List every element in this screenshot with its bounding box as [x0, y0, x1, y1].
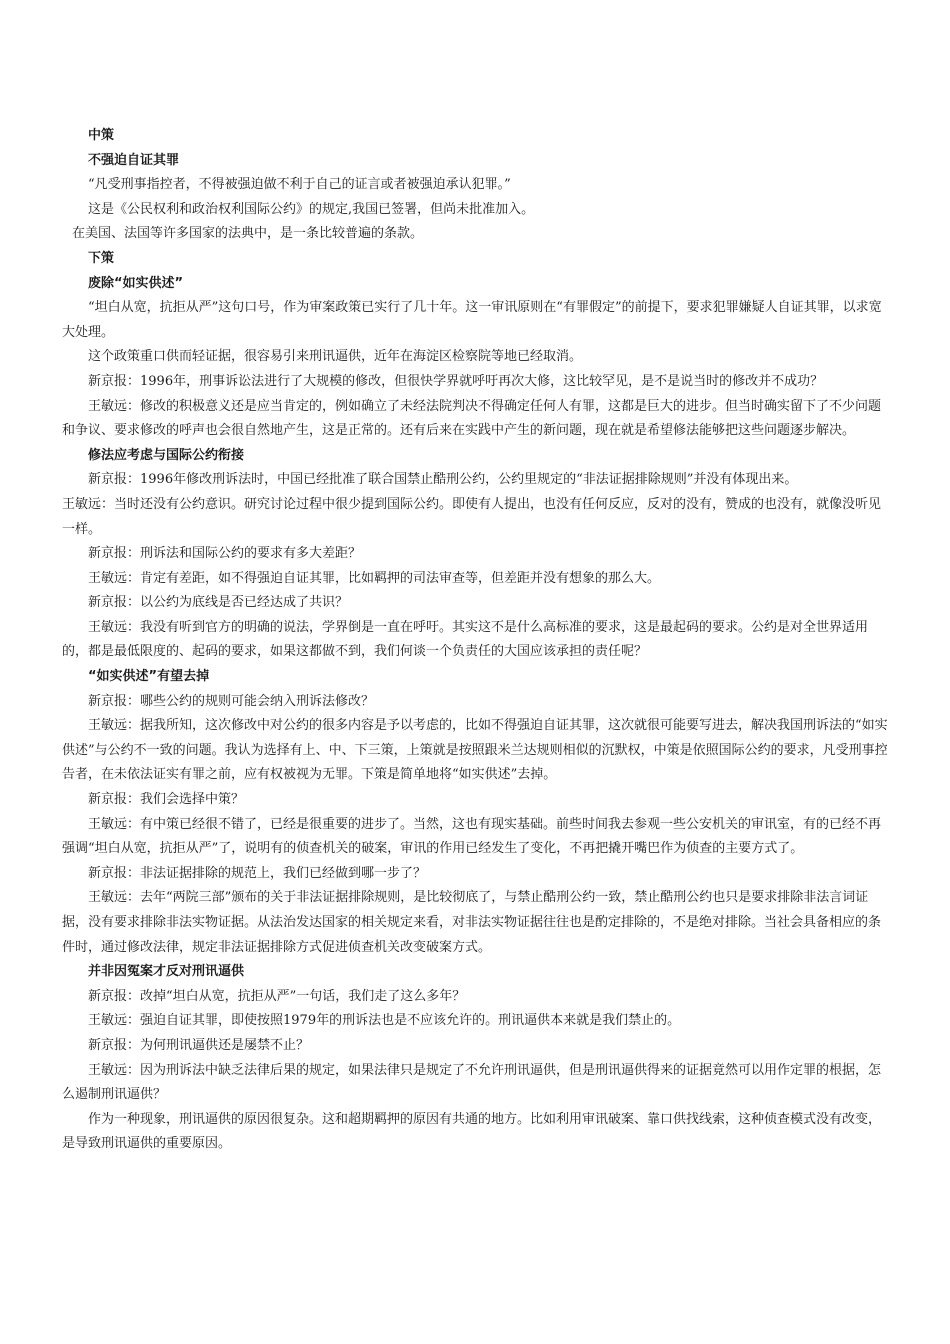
body-paragraph: 新京报：1996年，刑事诉讼法进行了大规模的修改，但很快学界就呼吁再次大修，这比较罕见，是不是说当时的修改并不成功？	[88, 373, 824, 389]
body-paragraph: 王敏远：有中策已经很不错了，已经是很重要的进步了。当然，这也有现实基础。前些时间我去参观一些公安机关的审讯室，有的已经不再强调“坦白从宽，抗拒从严”了，说明有的侦查机关的破案，审讯的作用已经发生了变化，不再把撬开嘴巴作为侦查的主要方式了。	[62, 816, 882, 857]
body-paragraph: “坦白从宽，抗拒从严”这句口号，作为审案政策已实行了几十年。这一审讯原则在“有罪假定”的前提下，要求犯罪嫌疑人自证其罪，以求宽大处理。	[62, 300, 882, 340]
body-paragraph: 新京报：哪些公约的规则可能会纳入刑诉法修改？	[88, 693, 375, 709]
body-paragraph: 新京报：1996年修改刑诉法时，中国已经批准了联合国禁止酷刑公约，公约里规定的“非法证据排除规则”并没有体现出来。	[88, 472, 798, 488]
body-paragraph: 王敏远：我没有听到官方的明确的说法，学界倒是一直在呼吁。其实这不是什么高标准的要求，这是最起码的要求。公约是对全世界适用的，都是最低限度的、起码的要求，如果这都做不到，我们何谈一个负责任的大国应该承担的责任呢？	[62, 619, 869, 660]
section-heading: 中策	[88, 128, 115, 143]
body-paragraph: 王敏远：修改的积极意义还是应当肯定的，例如确立了未经法院判决不得确定任何人有罪，这都是巨大的进步。但当时确实留下了不少问题和争议、要求修改的呼声也会很自然地产生，这是正常的。还有后来在实践中产生的新问题，现在就是希望修法能够把这些问题逐步解决。	[62, 398, 882, 439]
body-paragraph: 王敏远：肯定有差距，如不得强迫自证其罪，比如羁押的司法审查等，但差距并没有想象的那么大。	[88, 570, 661, 586]
body-paragraph: 这个政策重口供而轻证据，很容易引来刑讯逼供，近年在海淀区检察院等地已经取消。	[88, 349, 583, 365]
body-paragraph: 王敏远：去年“两院三部”颁布的关于非法证据排除规则，是比较彻底了，与禁止酷刑公约一致，禁止酷刑公约也只是要求排除非法言词证据，没有要求排除非法实物证据。从法治发达国家的相关规定来看，对非法实物证据往往也是酌定排除的，不是绝对排除。当社会具备相应的条件时，通过修改法律，规定非法证据排除方式促进侦查机关改变破案方式。	[62, 890, 882, 955]
body-paragraph: 新京报：改掉“坦白从宽，抗拒从严”一句话，我们走了这么多年？	[88, 988, 466, 1004]
body-paragraph: 这是《公民权利和政治权利国际公约》的规定,我国已签署，但尚未批准加入。	[88, 201, 535, 217]
body-paragraph: 作为一种现象，刑讯逼供的原因很复杂。这和超期羁押的原因有共通的地方。比如利用审讯破案、靠口供找线索，这种侦查模式没有改变，是导致刑讯逼供的重要原因。	[62, 1111, 882, 1152]
body-paragraph: 王敏远：据我所知，这次修改中对公约的很多内容是予以考虑的，比如不得强迫自证其罪，这次就很可能要写进去，解决我国刑诉法的“如实供述”与公约不一致的问题。我认为选择有上、中、下三策，上策就是按照跟米兰达规则相似的沉默权，中策是依照国际公约的要求，凡受刑事控告者，在未依法证实有罪之前，应有权被视为无罪。下策是简单地将“如实供述”去掉。	[62, 718, 888, 783]
document-body	[62, 124, 892, 1157]
body-paragraph: “凡受刑事指控者，不得被强迫做不利于自己的证言或者被强迫承认犯罪。”	[88, 177, 511, 193]
section-heading: 不强迫自证其罪	[88, 152, 180, 168]
section-heading: 废除“如实供述”	[88, 275, 184, 291]
body-paragraph: 新京报：非法证据排除的规范上，我们已经做到哪一步了？	[88, 865, 427, 881]
section-heading: 并非因冤案才反对刑讯逼供	[88, 964, 245, 980]
section-heading: 修法应考虑与国际公约衔接	[88, 447, 245, 463]
body-paragraph: 王敏远：当时还没有公约意识。研究讨论过程中很少提到国际公约。即使有人提出，也没有任何反应，反对的没有，赞成的也没有，就像没听见一样。	[62, 496, 882, 537]
body-paragraph: 新京报：刑诉法和国际公约的要求有多大差距？	[88, 546, 362, 562]
section-heading: “如实供述”有望去掉	[88, 669, 210, 685]
body-paragraph: 新京报：以公约为底线是否已经达成了共识？	[88, 595, 349, 611]
body-paragraph: 新京报：我们会选择中策？	[88, 792, 245, 808]
section-heading: 下策	[88, 250, 115, 266]
body-paragraph: 王敏远：强迫自证其罪，即使按照1979年的刑诉法也是不应该允许的。刑讯逼供本来就是我们禁止的。	[88, 1013, 681, 1029]
body-paragraph: 在美国、法国等许多国家的法典中，是一条比较普遍的条款。	[72, 226, 424, 242]
body-paragraph: 王敏远：因为刑诉法中缺乏法律后果的规定，如果法律只是规定了不允许刑讯逼供，但是刑讯逼供得来的证据竟然可以用作定罪的根据，怎么遏制刑讯逼供？	[62, 1062, 882, 1103]
body-paragraph: 新京报：为何刑讯逼供还是屡禁不止？	[88, 1037, 310, 1053]
